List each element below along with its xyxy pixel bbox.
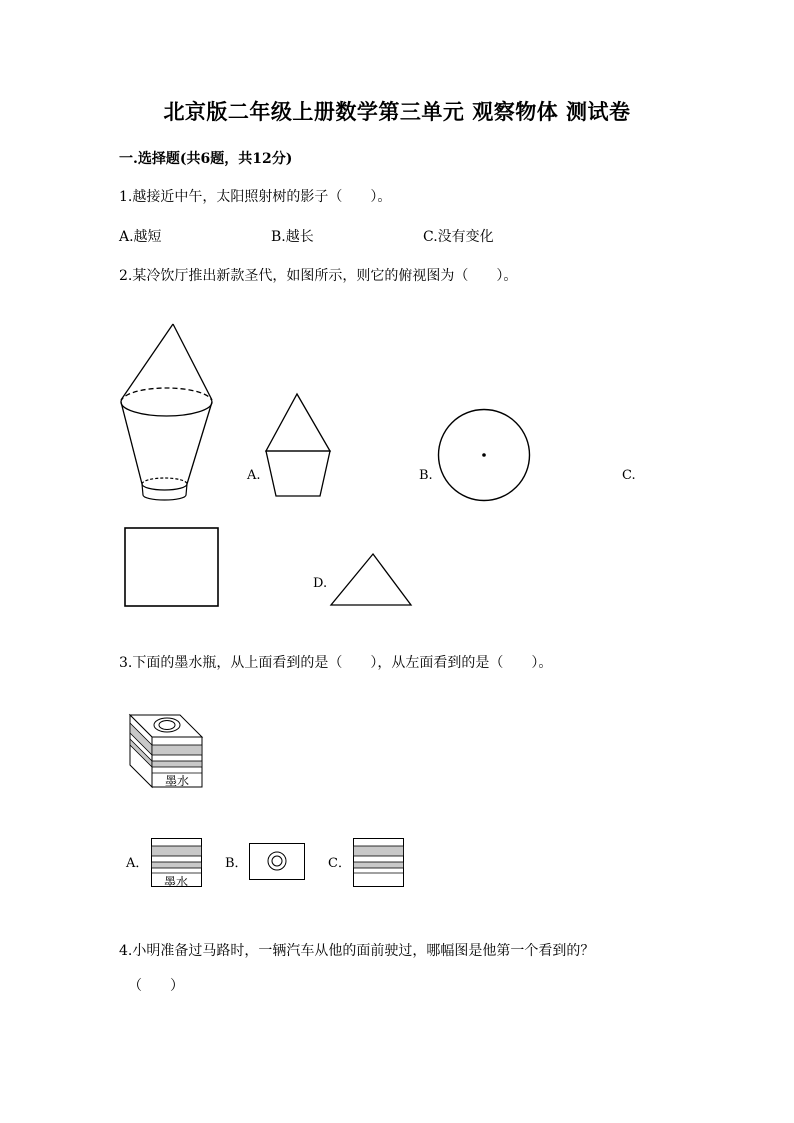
q3-label-b[interactable]: B．: [225, 856, 248, 871]
q2-label-c[interactable]: C.: [622, 468, 636, 483]
q3-label-c[interactable]: C．: [328, 856, 351, 871]
q3-label-a[interactable]: A．: [126, 856, 149, 871]
section-heading: 一.选择题(共6题，共12分): [119, 151, 293, 167]
question-4-text: 4.小明准备过马路时，一辆汽车从他的面前驶过，哪幅图是他第一个看到的？: [119, 943, 595, 959]
question-3-text: 3.下面的墨水瓶，从上面看到的是（ ），从左面看到的是（ ）。: [119, 655, 553, 671]
q2-label-d[interactable]: D.: [313, 576, 328, 591]
q1-option-b[interactable]: B.越长: [271, 229, 314, 245]
q2-label-b[interactable]: B.: [419, 468, 433, 483]
page-title: 北京版二年级上册数学第三单元 观察物体 测试卷: [163, 99, 631, 124]
q1-option-a[interactable]: A.越短: [119, 229, 162, 245]
q2-option-c-figure: [124, 527, 220, 608]
question-2-text: 2.某冷饮厅推出新款圣代，如图所示，则它的俯视图为（ ）。: [119, 268, 518, 284]
q2-option-a-figure: [262, 390, 334, 500]
q2-option-d-figure: [329, 552, 413, 608]
q2-label-a[interactable]: A.: [247, 468, 261, 483]
q3-option-b-figure: [249, 843, 306, 881]
q3-option-c-figure: [353, 838, 405, 888]
q1-option-c[interactable]: C.没有变化: [423, 229, 494, 245]
ink-bottle-label: 墨水: [165, 774, 190, 788]
q2-option-b-figure: [436, 408, 532, 504]
question-1-text: 1.越接近中午，太阳照射树的影子（ ）。: [119, 189, 392, 205]
question-4-blank[interactable]: （ ）: [128, 978, 184, 994]
sundae-figure: [115, 318, 220, 508]
q3-option-a-ink-label: 墨水: [164, 875, 189, 889]
